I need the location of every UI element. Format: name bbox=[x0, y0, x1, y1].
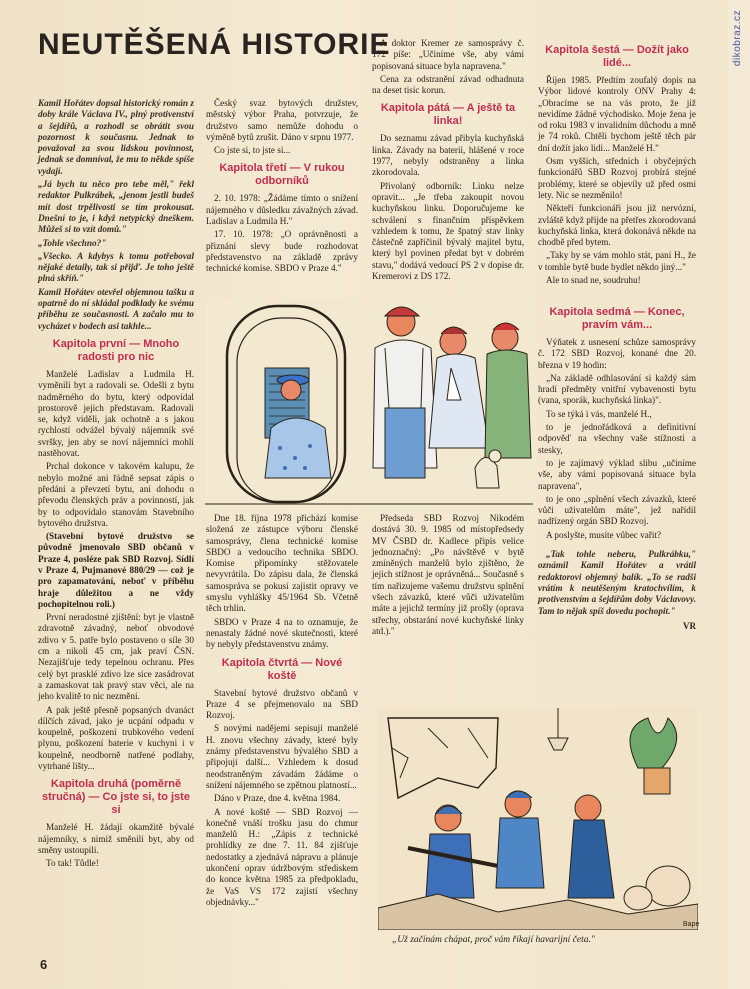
paragraph: Manželé H. žádají okamžitě bývalé nájemníky, s nimiž směnili byt, aby od směny ustoupili. bbox=[38, 822, 194, 855]
paragraph: 17. 10. 1978: „O oprávněnosti a přiznání slevy bude rozhodovat představenstvo na základě zprávy technické komise. SBDO v Praze 4." bbox=[206, 229, 358, 274]
paragraph: První neradostné zjištění: byt je vlastně zdravotně závadný, neboť obvodové zdivo v 5. patře bylo postaveno o síle 30 cm a nikoli 45 cm, jak praví ČSN. Nezajišťuje tedy tepelnou ochranu. Přes celý byt prasklé zdivo lze sice zasádrovat a zamaskovat tak pravý stav věci, ale na jeho kvalitě to nic nezmění. bbox=[38, 612, 194, 702]
paragraph: Stavební bytové družstvo občanů v Praze 4 se přejmenovalo na SBD Rozvoj. bbox=[206, 687, 358, 721]
paragraph: Co jste si, to jste si... bbox=[214, 145, 291, 156]
paragraph: A poslyšte, musíte vůbec vařit? bbox=[546, 529, 662, 540]
chapter-5-title: Kapitola pátá — A ještě ta linka! bbox=[380, 102, 516, 128]
paragraph: Český svaz bytových družstev, městský výbor Praha, potvrzuje, že družstvo samo nemůže dohodu o výměně bytů zrušit. Dáno v srpnu 1977. bbox=[206, 98, 358, 142]
cartoon-signature: Bape bbox=[683, 921, 700, 928]
paragraph: A pak ještě přesně popsaných dvanáct dílčích závad, jako je ucpání odpadu v koupelně, poškození trubkového vedení plynu, poškození baterie v kuchyni i v koupelně, neodborně natřené podlahy, vytrhané lišty... bbox=[38, 704, 194, 772]
paragraph: To se týká i vás, manželé H., bbox=[546, 408, 652, 419]
page-number: 6 bbox=[40, 957, 48, 972]
paragraph: „Na základě odhlasování si každý sám hradí předměty vnitřní vybavenosti bytu (vana, sporák, kuchyňská linka)". bbox=[538, 372, 696, 406]
paragraph: Říjen 1985. Předtím zoufalý dopis na Výbor lidové kontroly ONV Prahy 4: „Obracíme se na vás proto, že již nevidíme žádné východisko. Moje žena je od roku 1983 v invalidním důchodu a mně je 74 roků. Chtěli bychom ještě těch pár dní dožít jako lidi... Manželé H." bbox=[538, 75, 696, 153]
paragraph: Přivolaný odborník: Linku nelze opravit... „Je třeba zakoupit novou kuchyňskou linku. Doporučujeme ke schválení s finančním příspěvkem vzhledem k tomu, že špatný stav linky částečně zapříčinil bývalý majitel bytu, který byl povinen předat byt v dobrém stavu," dodává vedoucí PS 2 v dopise dr. Kremerovi z DS 172. bbox=[372, 180, 524, 282]
chapter-4-title: Kapitola čtvrtá — Nové koště bbox=[221, 656, 343, 682]
paragraph: to je jednořádková a definitivní odpověď na všechny vaše stížnosti a stesky, bbox=[538, 422, 696, 455]
paragraph: to je ono „splnění všech závazků, které vůči uživatelům máte", jež nařídil nadřízený orgán SBD Rozvoj. bbox=[538, 493, 696, 527]
paragraph: Dne 18. října 1978 přichází komise složená ze zástupce výboru členské samosprávy, člena technické komise SBDO a vedoucího technika SBDO. Komise připomínky stěžovatele nevyvrátila. Do zápisu dala, že členská samospráva se pokusí zajistit opravy ve smyslu vyhlášky 45/1964 Sb. Včetně těch trhlin. bbox=[206, 513, 358, 614]
paragraph: A doktor Kremer ze samosprávy č. 172 píše: „Učiníme vše, aby vámi popisovaná situace byla napravena." bbox=[372, 38, 524, 71]
paragraph: Do seznamu závad přibyla kuchyňská linka. Závady na baterii, hlášené v roce 1977, nebyly odstraněny a linka zkorodovala. bbox=[372, 133, 524, 178]
chapter-7-title: Kapitola sedmá — Konec, pravím vám... bbox=[549, 306, 685, 331]
paragraph: „Taky by se vám mohlo stát, paní H., že v tomhle bytě bude bydlet někdo jiný..." bbox=[538, 250, 696, 272]
paragraph: Ale to snad ne, soudruhu! bbox=[546, 275, 641, 286]
chapter-2-title: Kapitola druhá (poměrně stručná) — Co jste si, to jste si bbox=[42, 778, 190, 817]
article-headline: NEUTĚŠENÁ HISTORIE bbox=[38, 28, 391, 61]
column-1 bbox=[38, 98, 194, 872]
intro-paragraph: „Všecko. A kdybys k tomu potřeboval nějaké detaily, tak si přijď. Je toho ještě plná skříň." bbox=[38, 250, 194, 284]
paragraph: To tak! Tůdle! bbox=[46, 858, 99, 869]
paragraph: Dáno v Praze, dne 4. května 1984. bbox=[214, 793, 341, 804]
watermark-sidebar bbox=[728, 0, 750, 989]
paragraph: 2. 10. 1978: „Žádáme tímto o snížení nájemného v důsledku závažných závad. Ladislav a Ludmila H." bbox=[206, 193, 358, 227]
closing-paragraph: „Tak tohle neberu, Pulkrábku," oznámil Kamil Hořátev a vrátil redaktorovi objemný balík. „To se radši vrátím k neutěšeným kratochvílím, k protivenstvím a šejdířům doby Václavovy. Tam to nějak spíš dovedu pochopit." bbox=[538, 549, 696, 616]
column-4 bbox=[538, 38, 696, 288]
paragraph: Cena za odstranění závad odhadnuta na deset tisíc korun. bbox=[372, 73, 524, 96]
watermark-text: dikobraz.cz bbox=[732, 10, 743, 67]
chapter-1-title: Kapitola první — Mnoho radosti pro nic bbox=[52, 337, 180, 363]
paragraph: Výňatek z usnesení schůze samosprávy č. 172 SBD Rozvoj, konané dne 20. března v 19 hodin: bbox=[538, 337, 696, 370]
column-3-upper bbox=[372, 38, 524, 284]
intro-paragraph: Kamil Hořátev dopsal historický román z doby krále Václava IV., plný protivenství a šejdířů, a rozhodl se obrátit svou pozornost k současnu. Jednak to považoval za svou lidskou povinnost, jednak se domníval, že mu to někde spíše vydají. bbox=[38, 98, 194, 176]
intro-paragraph: „Já bych tu něco pro tebe měl," řekl redaktor Pulkrábek, „jenom jestli budeš mít dost trpělivosti se tím prokousat. Dnešní to je, i když netypický dneškem. Můžeš si to vzít domů." bbox=[38, 179, 194, 235]
paragraph: Předseda SBD Rozvoj Nikodém dostává 30. 9. 1985 od místopředsedy MV ČSBD dr. Kadlece připis velice jednoznačný: „Po návštěvě v bytě zmíněných manželů bylo zjištěno, že jejich stížnost je oprávněná... Současně s tím nařizujeme vašemu družstvu splnění všech závazků, které vůči uživatelům máte a jejichž termíny již prošly (oprava střechy, obstarání nové kuchyňské linky atd.)." bbox=[372, 513, 524, 636]
column-2-lower bbox=[206, 513, 358, 910]
paragraph: S novými nadějemi sepisují manželé H. znovu všechny závady, které byly známy představenstvu bývalého SBD a připojují další... Vzhledem k dosud neodstraněným závadám žádáme o snížení nájemného se zpětnou platností... bbox=[206, 723, 358, 790]
cartoon-caption: „Už začínám chápat, proč vám říkají havarijní četa." bbox=[392, 935, 595, 945]
paragraph: to je zajímavý výklad slibu „učiníme vše, aby vámi popisovaná situace byla napravena", bbox=[538, 457, 696, 491]
paragraph: (Stavební bytové družstvo se původně jmenovalo SBD občanů v Praze 4, posléze pak SBD Rozvoj. Sídlí v Praze 4, Pujmanové 880/29 — což je pro zapamatování, neboť v příběhu hraje důležitou a ne vždy pochopitelnou roli.) bbox=[38, 531, 194, 609]
intro-paragraph: „Tohle všechno?" bbox=[38, 237, 107, 248]
column-2-upper bbox=[206, 98, 358, 277]
intro-paragraph: Kamil Hořátev otevřel objemnou tašku a opatrně do ní skládal podklady ke svému příběhu ze současnosti. A začalo mu to vycházet v bodech asi takhle... bbox=[38, 286, 194, 331]
paragraph: Prchal dokonce v takovém kalupu, že nebylo možné ani řádně sepsat zápis o předání a převzetí bytu, ani dohodu o převodu členských práv a povinností, jak by to odpovídalo stanovám Stavebního bytového družstva. bbox=[38, 461, 194, 528]
column-3-lower bbox=[372, 513, 524, 639]
intro bbox=[38, 98, 194, 332]
paragraph: Osm vyšších, středních i obyčejných funkcionářů SBD Rozvoj probírá stejné problémy, které se objevily už před osmi lety. Nic se nezměnilo! bbox=[538, 156, 696, 200]
cartoon-repair-crew bbox=[378, 708, 698, 930]
paragraph: SBDO v Praze 4 na to oznamuje, že nenastaly žádné nové skutečnosti, které by nebyly představenstvu známy. bbox=[206, 616, 358, 650]
chapter-6-title: Kapitola šestá — Dožít jako lidé... bbox=[545, 44, 689, 69]
chapter-3-title: Kapitola třetí — V rukou odborníků bbox=[219, 162, 345, 188]
author-initials: VR bbox=[683, 620, 696, 631]
paragraph: Někteří funkcionáři jsou již nervózní, zvláště když přijde na přetřes zkorodovaná kuchyňská linka, která dokonává někde na chodbě před bytem. bbox=[538, 203, 696, 248]
cartoon-kitchen-inspection bbox=[205, 298, 533, 510]
paragraph: Manželé Ladislav a Ludmila H. vyměnili byt a radovali se. Odešli z bytu nadměrného do bytu, který odpovídal prostorově jejich představam. Radovali se, když viděli, jak ochotně a s jakou rychlostí odvážel bývalý nájemník své svršky, jen aby se noví nájemníci mohli nastěhovat. bbox=[38, 368, 194, 459]
paragraph: A nové koště — SBD Rozvoj — konečně vnáší trošku jasu do chmur manželů H.: „Zápis z technické prohlídky ze dne 7. 11. 84 zjišťuje nedostatky a zjednává nápravu a plánuje ukončení oprav údržbovým střediskem do konce května 1985 za předpokladu, že VaS VS 172 zajistí všechny objednávky..." bbox=[206, 806, 358, 907]
column-4-lower bbox=[538, 300, 696, 632]
